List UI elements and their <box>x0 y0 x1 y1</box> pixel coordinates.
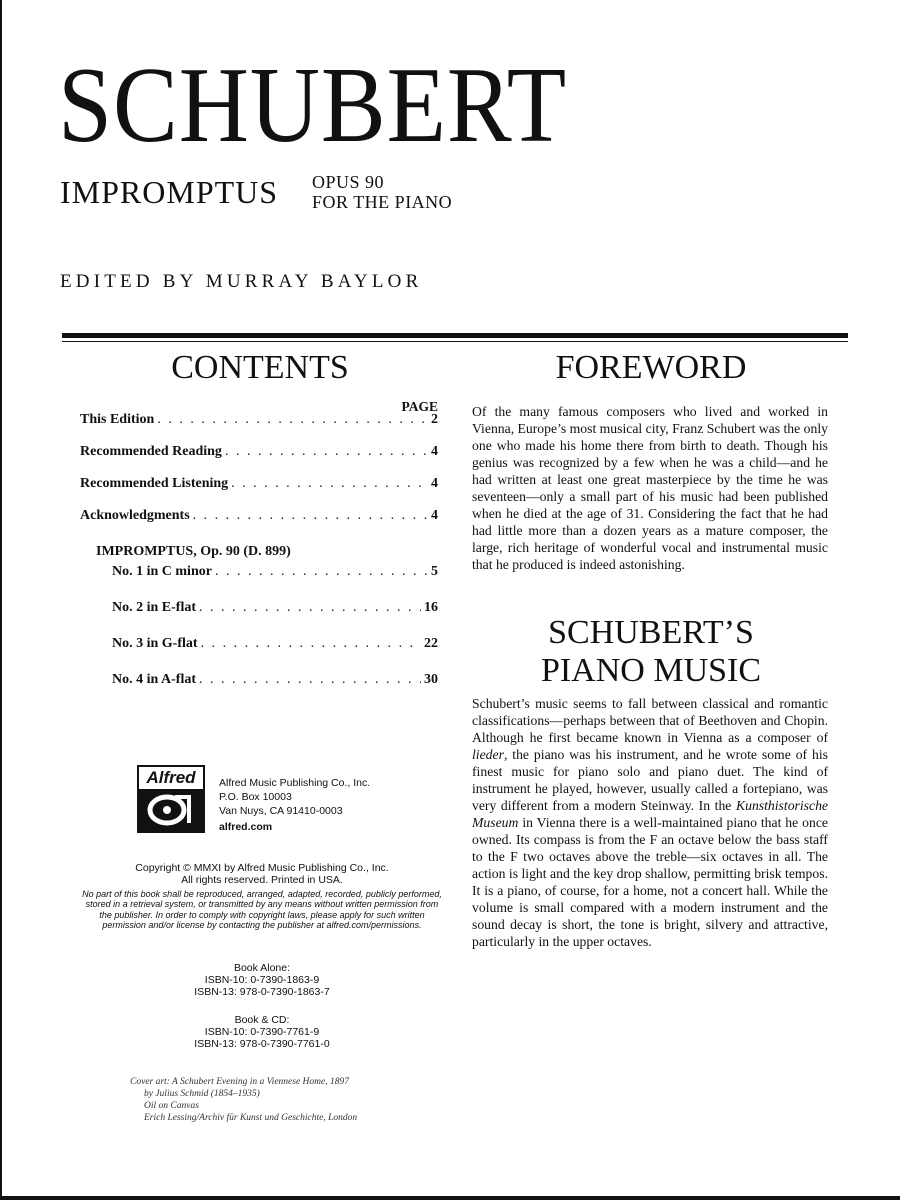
page-column-label: PAGE <box>401 399 438 414</box>
foreword-heading: FOREWORD <box>555 349 747 386</box>
toc-entry-page: 22 <box>424 636 438 651</box>
header-rule <box>62 333 848 338</box>
piano-music-heading <box>472 614 830 690</box>
toc-sub-entry <box>80 564 438 600</box>
toc-entry-label: Recommended Listening <box>80 476 229 491</box>
toc-entry-label: No. 3 in G-flat <box>112 636 198 651</box>
header-rule-thin <box>62 341 848 342</box>
composer-title: SCHUBERT <box>58 46 568 165</box>
toc-sub-entry <box>80 672 438 708</box>
toc-leader <box>199 672 421 688</box>
toc-entry-label: No. 4 in A-flat <box>112 672 196 687</box>
toc-entry-page: 16 <box>424 600 438 615</box>
page-edge-left <box>0 0 2 1200</box>
piano-text-part: Schubert’s music seems to fall between classical and romantic classifications—perhaps between that of Beethoven and Chopin. Although he first became known in Vienna as a composer of <box>472 696 828 745</box>
instrument-label: FOR THE PIANO <box>312 192 453 212</box>
foreword-text: Of the many famous composers who lived and worked in Vienna, Europe’s most musical city, Franz Schubert was the only one who made his home there from birth to death. Though his genius was recognized by a few when he was a child—and he had written at least one great masterpiece by the time he was seventeen—only a small part of his music had been published when he died at the age of 31. Considering the fact that he had had little more than a dozen years as a mature composer, the large, rich heritage of wonderful vocal and instrumental music that he produced is indeed astonishing. <box>472 404 828 572</box>
toc-entry-label: Recommended Reading <box>80 444 222 459</box>
toc-sub-entry <box>80 600 438 636</box>
museum-name: Kunsthistorische Museum <box>472 798 828 830</box>
toc-entry-page: 4 <box>431 508 438 523</box>
toc-entry-page: 30 <box>424 672 438 687</box>
publisher-address: Van Nuys, CA 91410-0003 <box>219 805 343 817</box>
logo-wordmark: Alfred <box>146 768 196 787</box>
cover-art-line: Cover art: A Schubert Evening in a Viennese Home, 1897 <box>130 1077 349 1087</box>
publisher-info <box>219 776 370 834</box>
contents-heading: CONTENTS <box>171 349 349 386</box>
cover-art-line: Oil on Canvas <box>144 1101 199 1111</box>
legal-notice: No part of this book shall be reproduced, arranged, adapted, recorded, publicly performed, stored in a retrieval system, or transmitted by any means without written permission from the publisher. In order to comply with copyright laws, please apply for such written permission and/or license by contacting the publisher at alfred.com/permissions. <box>82 889 442 930</box>
toc-entry-page: 4 <box>431 444 438 459</box>
copyright-line: Copyright © MMXI by Alfred Music Publishing Co., Inc. <box>135 862 389 874</box>
isbn-number: ISBN-10: 0-7390-7761-9 <box>204 1026 320 1038</box>
publisher-address: P.O. Box 10003 <box>219 791 292 803</box>
alfred-logo <box>137 765 205 833</box>
toc-entry-label: This Edition <box>80 412 155 427</box>
toc-entry <box>80 508 438 540</box>
toc-leader <box>157 412 428 428</box>
piano-heading-line1: SCHUBERT’S <box>548 614 754 651</box>
toc-entry-page: 4 <box>431 476 438 491</box>
toc-entry <box>80 412 438 444</box>
cover-art-credit <box>130 1076 357 1124</box>
toc-leader <box>231 476 428 492</box>
table-of-contents <box>80 412 438 708</box>
toc-leader <box>201 636 421 652</box>
toc-entry <box>80 444 438 476</box>
editor-credit: EDITED BY MURRAY BAYLOR <box>60 271 423 292</box>
isbn-label: Book & CD: <box>234 1014 290 1026</box>
toc-entry-label: Acknowledgments <box>80 508 190 523</box>
toc-entry-label: No. 2 in E-flat <box>112 600 196 615</box>
toc-entry-label: No. 1 in C minor <box>112 564 212 579</box>
piano-text-part: in Vienna there is a well-maintained piano that he once owned. Its compass is from the F an octave below the bass staff to the F two octaves above the treble—six octaves in all. The action is light and the key drop shallow, permitting brisk tempos. It is a piano, of course, for a home, not a concert hall. While the volume is small compared with a modern instrument and the sound decay is short, the tone is bright, silvery and attractive, particularly in the upper octaves. <box>472 815 828 949</box>
copyright-line: All rights reserved. Printed in USA. <box>181 874 343 886</box>
lieder-term: lieder <box>472 747 504 762</box>
toc-leader <box>193 508 428 524</box>
toc-entry-page: 2 <box>431 412 438 427</box>
page-edge-bottom <box>0 1196 900 1200</box>
isbn-label: Book Alone: <box>233 962 291 974</box>
logo-emblem-icon <box>139 789 203 831</box>
opus-block <box>312 172 452 212</box>
toc-entry-page: 5 <box>431 564 438 579</box>
toc-group-title: IMPROMPTUS, Op. 90 (D. 899) <box>96 544 291 559</box>
isbn-number: ISBN-13: 978-0-7390-1863-7 <box>194 986 330 998</box>
piano-music-text <box>472 695 828 950</box>
opus-number: OPUS 90 <box>312 172 385 192</box>
publisher-name: Alfred Music Publishing Co., Inc. <box>219 777 371 789</box>
toc-leader <box>215 564 428 580</box>
isbn-book-alone <box>82 962 442 998</box>
toc-leader <box>225 444 428 460</box>
toc-leader <box>199 600 421 616</box>
toc-sub-entry <box>80 636 438 672</box>
piano-heading-line2: PIANO MUSIC <box>540 652 762 690</box>
isbn-number: ISBN-10: 0-7390-1863-9 <box>204 974 320 986</box>
piano-text-part: , the piano was his instrument, and he wrote some of his finest music for piano solo and piano duet. The kind of instrument he played, however, usually called a fortepiano, was very different from a modern Steinway. In the <box>472 747 828 813</box>
publisher-url: alfred.com <box>219 821 273 833</box>
work-title: IMPROMPTUS <box>60 174 279 210</box>
toc-entry <box>80 476 438 508</box>
copyright-notice <box>82 862 442 886</box>
isbn-book-cd <box>82 1014 442 1050</box>
isbn-number: ISBN-13: 978-0-7390-7761-0 <box>194 1038 330 1050</box>
cover-art-line: by Julius Schmid (1854–1935) <box>144 1089 260 1099</box>
cover-art-line: Erich Lessing/Archiv für Kunst und Geschichte, London <box>144 1113 358 1123</box>
